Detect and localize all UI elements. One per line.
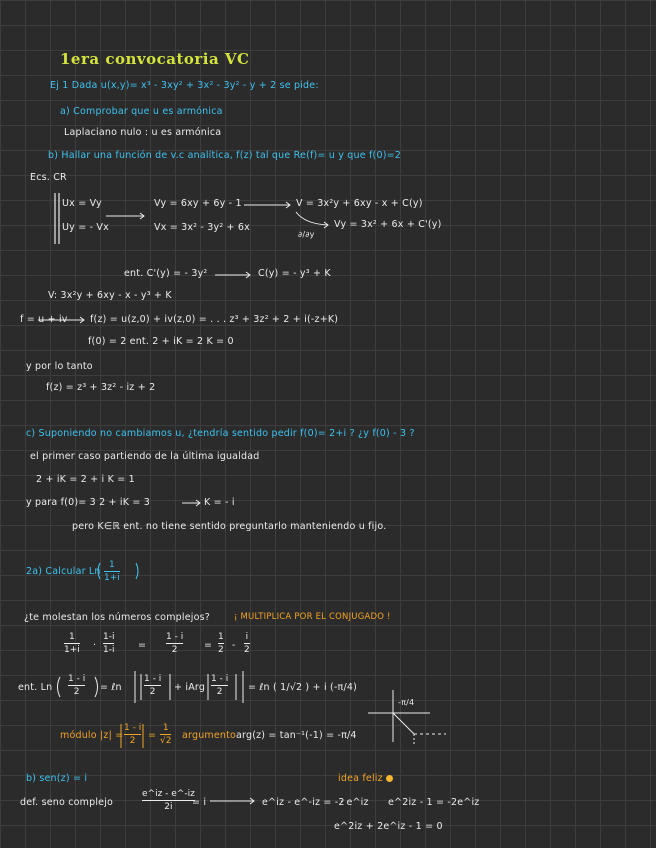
ln-part: = ℓn xyxy=(100,682,122,693)
modulo-frac: 1 - i 2 xyxy=(124,723,142,746)
por-lo-tanto: y por lo tanto xyxy=(26,361,93,372)
sine-step-3: e^2iz - 1 = -2e^iz xyxy=(388,797,480,808)
mult-frac-2: 1-i 1-i xyxy=(103,632,115,655)
v-integrated: V = 3x²y + 6xy - x + C(y) xyxy=(296,198,423,209)
part-c-line-4: pero K∈ℝ ent. no tiene sentido preguntarlo manteniendo u fijo. xyxy=(72,521,387,532)
c-prime-equation: ent. C'(y) = - 3y² xyxy=(124,268,208,279)
mult-frac-3: 1 - i 2 xyxy=(166,632,184,655)
f0-condition: f(0) = 2 ent. 2 + iK = 2 K = 0 xyxy=(88,336,234,347)
ln-frac-2: 1 - i 2 xyxy=(144,674,162,697)
partial-derivative-label: ∂/∂y xyxy=(298,230,315,239)
idea-feliz-note: idea feliz xyxy=(338,773,393,784)
part-c-line-2: 2 + iK = 2 + i K = 1 xyxy=(36,474,135,485)
mult-dot: · xyxy=(93,640,97,651)
ej2-a-fraction: 1 1+i xyxy=(104,560,120,583)
ej1-part-b-label: b) Hallar una función de v.c analítica, f(z) tal que Re(f)= u y que f(0)=2 xyxy=(48,150,402,161)
mult-minus: - xyxy=(232,640,236,651)
f-definition: f = u + iv xyxy=(20,314,68,325)
ln-frac-3: 1 - i 2 xyxy=(211,674,229,697)
ln-frac-1: 1 - i 2 xyxy=(68,674,86,697)
modulo-label: módulo |z| = xyxy=(60,730,124,741)
page-title: 1era convocatoria VC xyxy=(60,50,250,68)
cr-equation-1: Ux = Vy xyxy=(62,198,102,209)
mult-frac-5: i 2 xyxy=(244,632,250,655)
ej1-part-c-label: c) Suponiendo no cambiamos u, ¿tendría sentido pedir f(0)= 2+i ? ¿y f(0) - 3 ? xyxy=(26,428,415,439)
f-evaluation: f(z) = u(z,0) + iv(z,0) = . . . z³ + 3z² + 2 + i(-z+K) xyxy=(90,314,339,325)
ej1-part-a-label: a) Comprobar que u es armónica xyxy=(60,106,223,117)
part-c-line-1: el primer caso partiendo de la última igualdad xyxy=(30,451,260,462)
vx-expression: Vx = 3x² - 3y² + 6x xyxy=(154,222,251,233)
part-c-line-3: y para f(0)= 3 2 + iK = 3 xyxy=(26,497,151,508)
conjugate-hint: ¡ MULTIPLICA POR EL CONJUGADO ! xyxy=(234,612,391,622)
mult-frac-4: 1 2 xyxy=(218,632,224,655)
cauchy-riemann-heading: Ecs. CR xyxy=(30,172,67,183)
ej2-part-a-label: 2a) Calcular Ln xyxy=(26,566,101,577)
sine-definition-frac: e^iz - e^-iz 2i xyxy=(142,789,195,812)
cr-equation-2: Uy = - Vx xyxy=(62,222,109,233)
modulo-value: 1 √2 xyxy=(160,723,172,746)
sun-icon xyxy=(386,775,393,782)
ln-result: = ℓn ( 1/√2 ) + i (-π/4) xyxy=(248,682,358,693)
part-c-k-result: K = - i xyxy=(204,497,235,508)
argumento-label: argumento xyxy=(182,730,237,741)
vy-check: Vy = 3x² + 6x + C'(y) xyxy=(334,219,442,230)
ej1-statement: Ej 1 Dada u(x,y)= x³ - 3xy² + 3x² - 3y² - y + 2 se pide: xyxy=(50,80,319,91)
mult-eq-1: = xyxy=(138,640,147,651)
v-full: V: 3x²y + 6xy - x - y³ + K xyxy=(48,290,172,301)
mult-frac-1: 1 1+i xyxy=(64,632,80,655)
mult-eq-2: = xyxy=(204,640,213,651)
ej2-part-b-label: b) sen(z) = i xyxy=(26,773,88,784)
vy-expression: Vy = 6xy + 6y - 1 xyxy=(154,198,242,209)
modulo-eq: = xyxy=(148,730,157,741)
sine-step-2: · e^iz xyxy=(340,797,369,808)
arg-part: + iArg xyxy=(174,682,206,693)
sine-eq-i: = i xyxy=(192,797,207,808)
sine-step-1: e^iz - e^-iz = -2 xyxy=(262,797,345,808)
def-seno-label: def. seno complejo xyxy=(20,797,114,808)
c-result: C(y) = - y³ + K xyxy=(258,268,331,279)
argumento-expression: arg(z) = tan⁻¹(-1) = -π/4 xyxy=(236,730,357,741)
ej1-part-a-answer: Laplaciano nulo : u es armónica xyxy=(64,127,222,138)
sine-step-4: e^2iz + 2e^iz - 1 = 0 xyxy=(334,821,443,832)
question-text: ¿te molestan los números complejos? xyxy=(24,612,211,623)
ln-ent-label: ent. Ln xyxy=(18,682,53,693)
plane-angle-label: -π/4 xyxy=(398,698,415,707)
f-final: f(z) = z³ + 3z² - iz + 2 xyxy=(46,382,156,393)
